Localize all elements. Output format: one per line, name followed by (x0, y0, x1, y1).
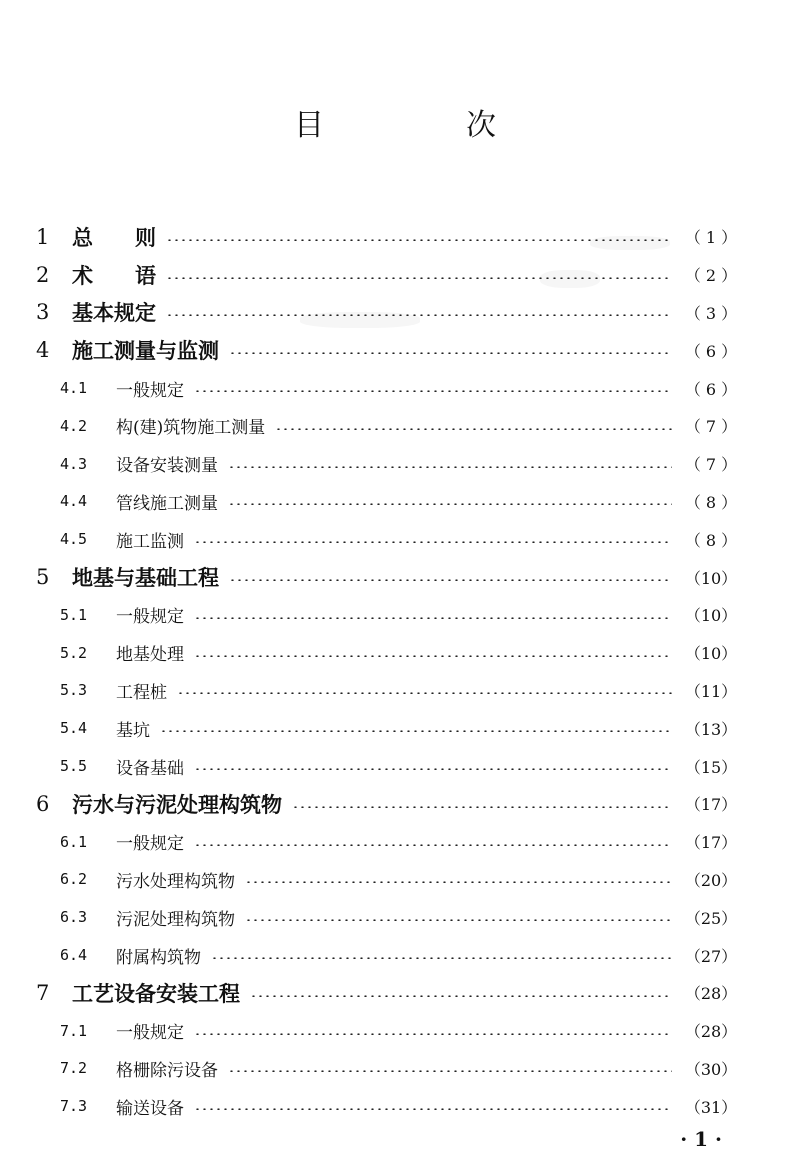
toc-section-entry[interactable] (0, 747, 790, 785)
toc-section-entry[interactable] (0, 898, 790, 936)
entry-title: 格栅除污设备 (116, 1060, 218, 1081)
dot-leader (245, 919, 672, 921)
entry-number: 3 (36, 300, 50, 325)
entry-number: 7.2 (60, 1059, 88, 1078)
toc-section-entry[interactable] (0, 709, 790, 747)
toc-section-entry[interactable] (0, 936, 790, 974)
entry-number: 6 (36, 791, 50, 816)
entry-title: 一般规定 (116, 834, 184, 855)
entry-title: 术 语 (72, 262, 156, 288)
entry-title: 一般规定 (116, 1023, 184, 1044)
entry-number: 5.2 (60, 643, 88, 662)
dot-leader (275, 428, 672, 430)
entry-title: 基坑 (116, 720, 150, 741)
entry-title: 基本规定 (72, 300, 156, 326)
entry-title: 设备基础 (116, 758, 184, 779)
entry-page-number: （ 7 ） (684, 455, 738, 475)
entry-number: 7 (36, 980, 50, 1005)
dot-leader (228, 1070, 672, 1072)
entry-number: 4.3 (60, 454, 88, 473)
entry-title: 一般规定 (116, 380, 184, 401)
toc-section-entry[interactable] (0, 861, 790, 899)
entry-page-number: （13） (684, 719, 738, 739)
entry-page-number: （10） (684, 568, 738, 588)
table-of-contents (0, 218, 790, 1125)
entry-title: 输送设备 (116, 1098, 184, 1119)
entry-number: 5.1 (60, 605, 88, 624)
toc-section-entry[interactable] (0, 634, 790, 672)
entry-page-number: （20） (684, 870, 738, 890)
toc-section-entry[interactable] (0, 1050, 790, 1088)
entry-page-number: （ 1 ） (684, 228, 738, 248)
entry-number: 6.1 (60, 832, 88, 851)
entry-number: 7.3 (60, 1097, 88, 1116)
entry-page-number: （17） (684, 795, 738, 815)
dot-leader (194, 655, 672, 657)
entry-title: 施工测量与监测 (72, 338, 219, 364)
toc-chapter-entry[interactable] (0, 294, 790, 332)
entry-page-number: （17） (684, 833, 738, 853)
entry-page-number: （ 8 ） (684, 530, 738, 550)
dot-leader (245, 881, 672, 883)
dot-leader (211, 957, 672, 959)
entry-title: 污泥处理构筑物 (116, 909, 235, 930)
entry-page-number: （ 7 ） (684, 417, 738, 437)
toc-section-entry[interactable] (0, 823, 790, 861)
dot-leader (194, 768, 672, 770)
entry-number: 5 (36, 565, 50, 590)
dot-leader (228, 466, 672, 468)
entry-title: 污水与污泥处理构筑物 (72, 791, 282, 817)
toc-section-entry[interactable] (0, 672, 790, 710)
entry-page-number: （28） (684, 1022, 738, 1042)
dot-leader (194, 617, 672, 619)
entry-page-number: （28） (684, 984, 738, 1004)
dot-leader (166, 239, 672, 241)
toc-section-entry[interactable] (0, 1087, 790, 1125)
toc-chapter-entry[interactable] (0, 785, 790, 823)
toc-chapter-entry[interactable] (0, 558, 790, 596)
dot-leader (229, 579, 672, 581)
dot-leader (292, 806, 672, 808)
entry-number: 5.3 (60, 681, 88, 700)
entry-number: 6.4 (60, 946, 88, 965)
dot-leader (177, 692, 672, 694)
entry-number: 4.2 (60, 416, 88, 435)
toc-section-entry[interactable] (0, 596, 790, 634)
entry-number: 4.1 (60, 379, 88, 398)
entry-title: 管线施工测量 (116, 493, 218, 514)
entry-page-number: （31） (684, 1097, 738, 1117)
entry-title: 工艺设备安装工程 (72, 980, 240, 1006)
entry-number: 4.4 (60, 492, 88, 511)
entry-title: 设备安装测量 (116, 456, 218, 477)
entry-number: 5.5 (60, 757, 88, 776)
entry-page-number: （15） (684, 757, 738, 777)
entry-page-number: （ 6 ） (684, 341, 738, 361)
toc-section-entry[interactable] (0, 1012, 790, 1050)
page-title: 目 次 (294, 108, 552, 143)
toc-section-entry[interactable] (0, 407, 790, 445)
dot-leader (194, 1108, 672, 1110)
toc-section-entry[interactable] (0, 369, 790, 407)
entry-number: 6.3 (60, 908, 88, 927)
entry-title: 一般规定 (116, 607, 184, 628)
dot-leader (250, 995, 672, 997)
toc-section-entry[interactable] (0, 520, 790, 558)
dot-leader (166, 314, 672, 316)
entry-page-number: （27） (684, 946, 738, 966)
entry-title: 污水处理构筑物 (116, 871, 235, 892)
entry-number: 1 (36, 224, 50, 249)
entry-title: 施工监测 (116, 531, 184, 552)
toc-chapter-entry[interactable] (0, 218, 790, 256)
entry-number: 4.5 (60, 530, 88, 549)
entry-title: 总 则 (72, 224, 156, 250)
toc-chapter-entry[interactable] (0, 256, 790, 294)
entry-page-number: （30） (684, 1059, 738, 1079)
dot-leader (194, 541, 672, 543)
entry-page-number: （ 3 ） (684, 303, 738, 323)
entry-number: 7.1 (60, 1021, 88, 1040)
dot-leader (194, 844, 672, 846)
entry-page-number: （ 2 ） (684, 266, 738, 286)
toc-section-entry[interactable] (0, 445, 790, 483)
entry-page-number: （10） (684, 606, 738, 626)
page-number: · 1 · (680, 1127, 722, 1151)
entry-number: 4 (36, 338, 50, 363)
entry-number: 2 (36, 262, 50, 287)
entry-page-number: （11） (684, 681, 738, 701)
entry-page-number: （25） (684, 908, 738, 928)
entry-number: 6.2 (60, 870, 88, 889)
entry-page-number: （ 8 ） (684, 492, 738, 512)
entry-page-number: （10） (684, 644, 738, 664)
dot-leader (194, 1033, 672, 1035)
entry-title: 地基与基础工程 (72, 565, 219, 591)
dot-leader (229, 352, 672, 354)
entry-page-number: （ 6 ） (684, 379, 738, 399)
entry-title: 工程桩 (116, 682, 167, 703)
dot-leader (228, 503, 672, 505)
entry-number: 5.4 (60, 719, 88, 738)
toc-chapter-entry[interactable] (0, 974, 790, 1012)
entry-title: 地基处理 (116, 645, 184, 666)
dot-leader (166, 277, 672, 279)
dot-leader (194, 390, 672, 392)
entry-title: 附属构筑物 (116, 947, 201, 968)
toc-chapter-entry[interactable] (0, 331, 790, 369)
entry-title: 构(建)筑物施工测量 (116, 418, 266, 439)
dot-leader (160, 730, 672, 732)
toc-section-entry[interactable] (0, 483, 790, 521)
